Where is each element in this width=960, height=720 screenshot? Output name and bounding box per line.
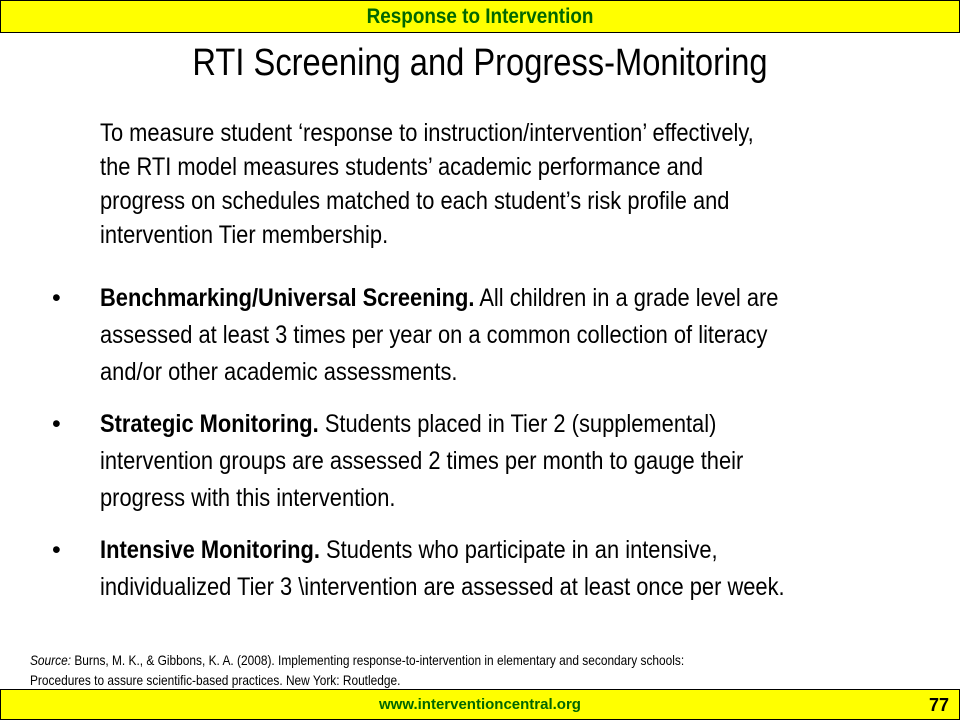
bullet-text: All children in a grade level are xyxy=(474,284,779,312)
source-line xyxy=(30,650,795,670)
source-citation xyxy=(30,650,930,690)
intro-line: progress on schedules matched to each student’s risk profile and xyxy=(100,187,730,215)
bullet-dot-icon: • xyxy=(52,536,61,564)
source-label: Source: xyxy=(30,652,72,668)
bullet-intensive xyxy=(52,532,952,606)
slide-title: RTI Screening and Progress-Monitoring xyxy=(192,42,768,84)
bullet-heading: Strategic Monitoring. xyxy=(100,410,319,438)
bullet-dot-icon: • xyxy=(52,284,61,312)
bullet-line: intervention groups are assessed 2 times per month to gauge their xyxy=(100,447,744,475)
bullet-text: Students who participate in an intensive, xyxy=(319,536,718,564)
footer-url: www.interventioncentral.org xyxy=(379,696,581,713)
header-bar xyxy=(0,0,960,33)
bullet-line: and/or other academic assessments. xyxy=(100,358,458,386)
bullet-dot-icon: • xyxy=(52,410,61,438)
intro-line: the RTI model measures students’ academic performance and xyxy=(100,153,704,181)
bullet-benchmarking xyxy=(52,280,952,391)
source-text: Burns, M. K., & Gibbons, K. A. (2008). Implementing response-to-intervention in elementary and secondary schools: xyxy=(71,652,685,668)
bullet-line: progress with this intervention. xyxy=(100,484,396,512)
bullet-heading: Benchmarking/Universal Screening. xyxy=(100,284,475,312)
bullet-list xyxy=(52,280,952,621)
bullet-line xyxy=(100,280,846,317)
bullet-line xyxy=(100,532,846,569)
intro-paragraph xyxy=(100,116,960,252)
intro-line: To measure student ‘response to instruction/intervention’ effectively, xyxy=(100,119,754,147)
bullet-heading: Intensive Monitoring. xyxy=(100,536,320,564)
bullet-line xyxy=(100,406,846,443)
bullet-line: assessed at least 3 times per year on a common collection of literacy xyxy=(100,321,768,349)
bullet-text: Students placed in Tier 2 (supplemental) xyxy=(318,410,717,438)
footer-bar xyxy=(0,689,960,720)
page-number: 77 xyxy=(928,695,949,715)
bullet-line: individualized Tier 3 \intervention are assessed at least once per week. xyxy=(100,573,785,601)
intro-line: intervention Tier membership. xyxy=(100,221,389,249)
source-line: Procedures to assure scientific-based practices. New York: Routledge. xyxy=(30,672,401,688)
bullet-strategic xyxy=(52,406,952,517)
header-title: Response to Intervention xyxy=(366,4,594,28)
